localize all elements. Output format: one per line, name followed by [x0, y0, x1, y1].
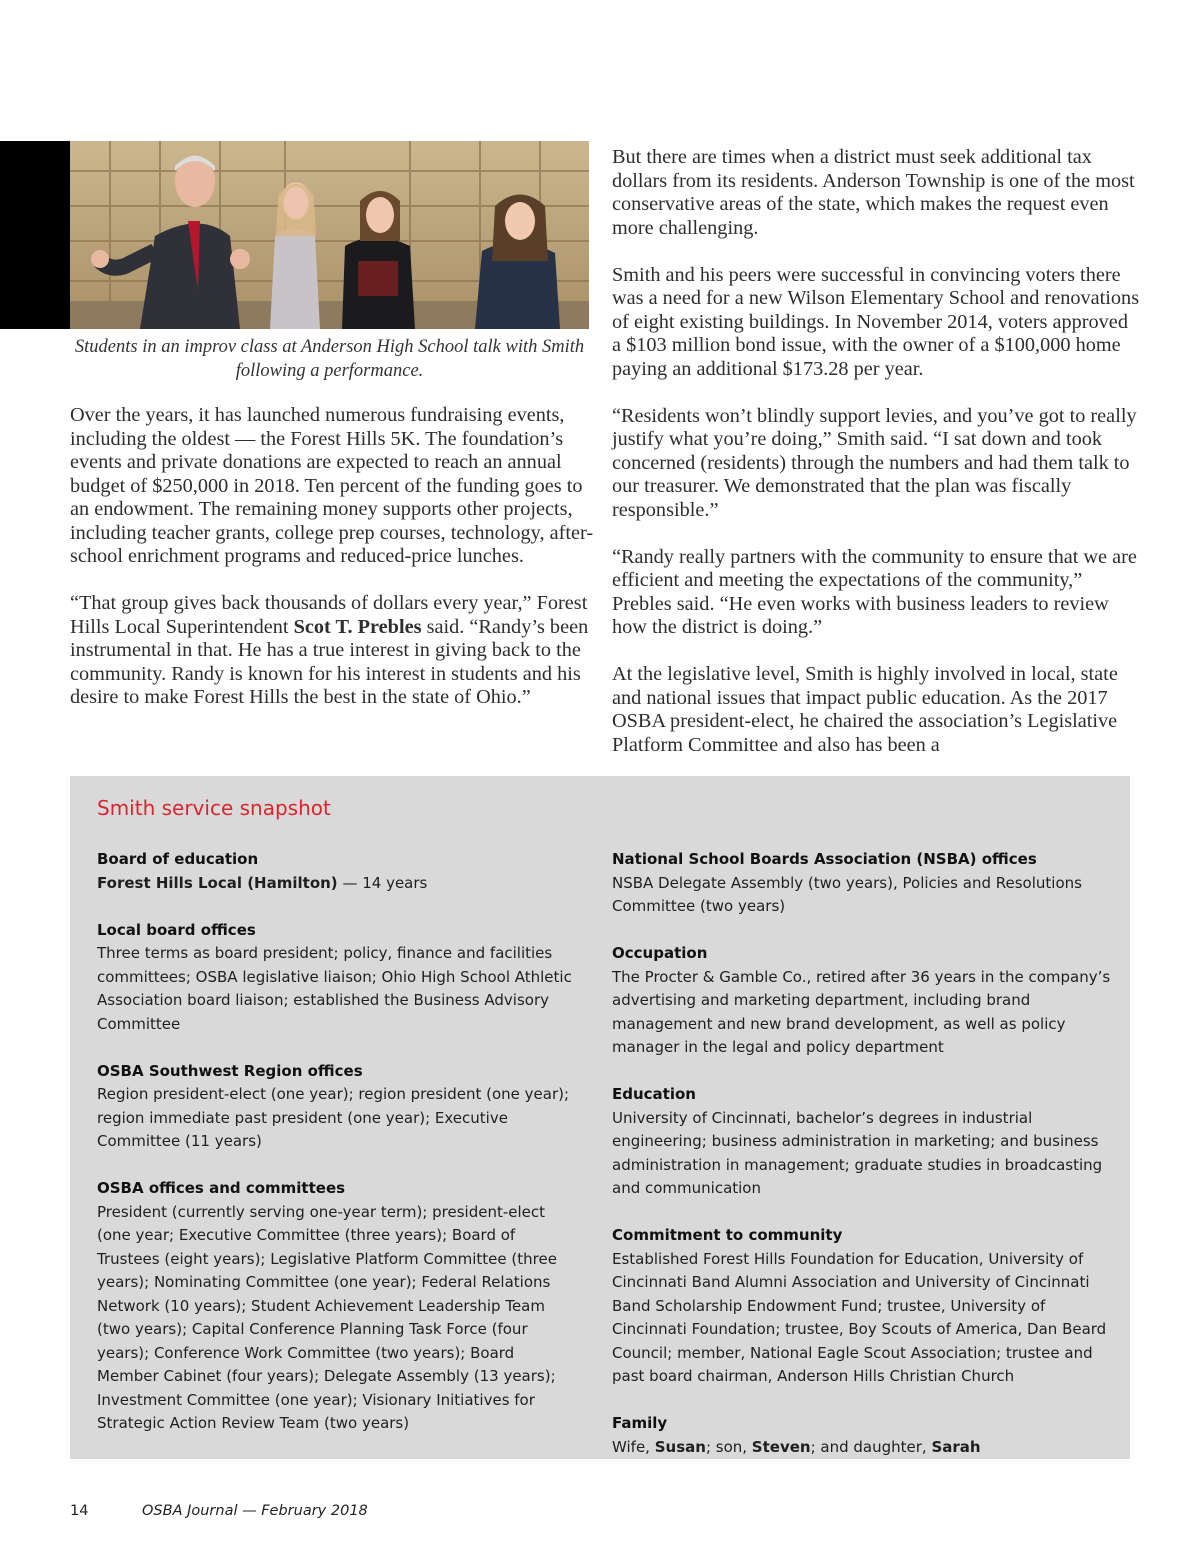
section-heading: Local board offices: [97, 920, 256, 939]
article-right-column: [612, 146, 1142, 781]
article-paragraph: “Residents won’t blindly support levies, and you’ve got to really justify what you’re doing,” Smith said. “I sat down and took concerned (residents) through the numbers and had them talk to our treasurer. We demonstrated that the plan was fiscally responsible.”: [612, 404, 1137, 521]
sidebar-left-column: [97, 848, 577, 1459]
article-paragraph: “Randy really partners with the community to ensure that we are efficient and meeting the expectations of the community,” Prebles said. “He even works with business leaders to review how the district is doing.”: [612, 545, 1137, 638]
section-heading: Family: [612, 1414, 668, 1432]
family-text: Wife, Susan; son, Steven; and daughter, Sarah: [612, 1437, 981, 1456]
daughter-name: Sarah: [931, 1437, 981, 1456]
section-text: The Procter & Gamble Co., retired after 36 years in the company’s advertising and marketing department, including brand management and new brand development, as well as policy manager in the legal and policy department: [612, 967, 1111, 1056]
section-heading: OSBA offices and committees: [97, 1179, 346, 1197]
prebles-quote-paragraph: “That group gives back thousands of dollars every year,” Forest Hills Local Superintendent Scot T. Prebles said. “Randy’s been instrumental in that. He has a true interest in giving back to the community. Randy is known for his interest in students and his desire to make Forest Hills the best in the state of Ohio.”: [70, 592, 589, 708]
section-heading: Occupation: [612, 944, 708, 962]
article-paragraph: Over the years, it has launched numerous fundraising events, including the oldest — the Forest Hills 5K. The foundation’s events and private donations are expected to reach an annual budget of $250,000 in 2018. Ten percent of the funding goes to an endowment. The remaining money supports other projects, including teacher grants, college prep courses, technology, after-school enrichment programs and reduced-price lunches.: [70, 404, 594, 567]
improv-class-photo: [70, 141, 589, 329]
article-left-column: [70, 404, 595, 733]
page-number: 14: [70, 1503, 89, 1519]
section-heading: Education: [612, 1085, 696, 1103]
superintendent-name: Scot T. Prebles: [293, 615, 422, 638]
section-text: NSBA Delegate Assembly (two years), Policies and Resolutions Committee (two years): [612, 873, 1082, 915]
section-text: Region president-elect (one year); region president (one year); region immediate past president (one year); Executive Committee (11 years): [97, 1085, 570, 1150]
family-section: [612, 1412, 1112, 1459]
occupation-section: [612, 942, 1112, 1060]
region-offices-section: [97, 1060, 577, 1154]
board-of-education-section: [97, 848, 577, 895]
section-heading: Commitment to community: [612, 1226, 843, 1244]
article-paragraph: But there are times when a district must seek additional tax dollars from its residents. Anderson Township is one of the most conservative areas of the state, which makes the request even more challenging.: [612, 146, 1135, 239]
osba-offices-section: [97, 1177, 577, 1436]
section-heading: Board of education: [97, 850, 259, 868]
section-text: Established Forest Hills Foundation for Education, University of Cincinnati Band Alumni Association and University of Cincinnati Band Scholarship Endowment Fund; trustee, University of Cincinnati Foundation; trustee, Boy Scouts of America, Dan Beard Council; member, National Eagle Scout Association; trustee and past board chairman, Anderson Hills Christian Church: [612, 1249, 1107, 1385]
wife-name: Susan: [654, 1437, 706, 1456]
district-name: Forest Hills Local (Hamilton): [97, 873, 338, 892]
photo-illustration: [70, 141, 589, 329]
sidebar-title: Smith service snapshot: [97, 796, 331, 820]
son-name: Steven: [751, 1437, 811, 1456]
education-section: [612, 1083, 1112, 1201]
photo-caption: Students in an improv class at Anderson High School talk with Smith following a performance.: [74, 337, 585, 381]
section-heading: OSBA Southwest Region offices: [97, 1061, 363, 1080]
article-paragraph: Smith and his peers were successful in convincing voters there was a need for a new Wilson Elementary School and renovations of eight existing buildings. In November 2014, voters approved a $103 million bond issue, with the owner of a $100,000 home paying an additional $173.28 per year.: [612, 263, 1140, 380]
black-edge-bar: [0, 141, 70, 329]
local-board-offices-section: [97, 919, 577, 1037]
section-text: Three terms as board president; policy, finance and facilities committees; OSBA legislative liaison; Ohio High School Athletic Association board liaison; established the Business Advisory Committee: [97, 944, 572, 1033]
section-text: President (currently serving one-year term); president-elect (one year; Executive Committee (three years); Board of Trustees (eight years); Legislative Platform Committee (three years); Nominating Committee (one year); Federal Relations Network (10 years); Student Achievement Leadership Team (two years); Capital Conference Planning Task Force (four years); Conference Work Committee (two years); Board Member Cabinet (four years); Delegate Assembly (13 years); Investment Committee (one year); Visionary Initiatives for Strategic Action Review Team (two years): [97, 1202, 557, 1432]
nsba-offices-section: [612, 848, 1112, 919]
sidebar-right-column: [612, 848, 1112, 1483]
section-text: University of Cincinnati, bachelor’s degrees in industrial engineering; business administration in marketing; and business administration in management; graduate studies in broadcasting and communication: [612, 1108, 1103, 1197]
article-paragraph: At the legislative level, Smith is highly involved in local, state and national issues that impact public education. As the 2017 OSBA president-elect, he chaired the association’s Legislative Platform Committee and also has been a: [612, 663, 1118, 756]
section-heading: National School Boards Association (NSBA) offices: [612, 850, 1037, 868]
tenure: — 14 years: [337, 873, 428, 892]
community-section: [612, 1224, 1112, 1389]
service-snapshot-sidebar: [70, 776, 1130, 1459]
journal-issue: OSBA Journal — February 2018: [142, 1503, 368, 1519]
